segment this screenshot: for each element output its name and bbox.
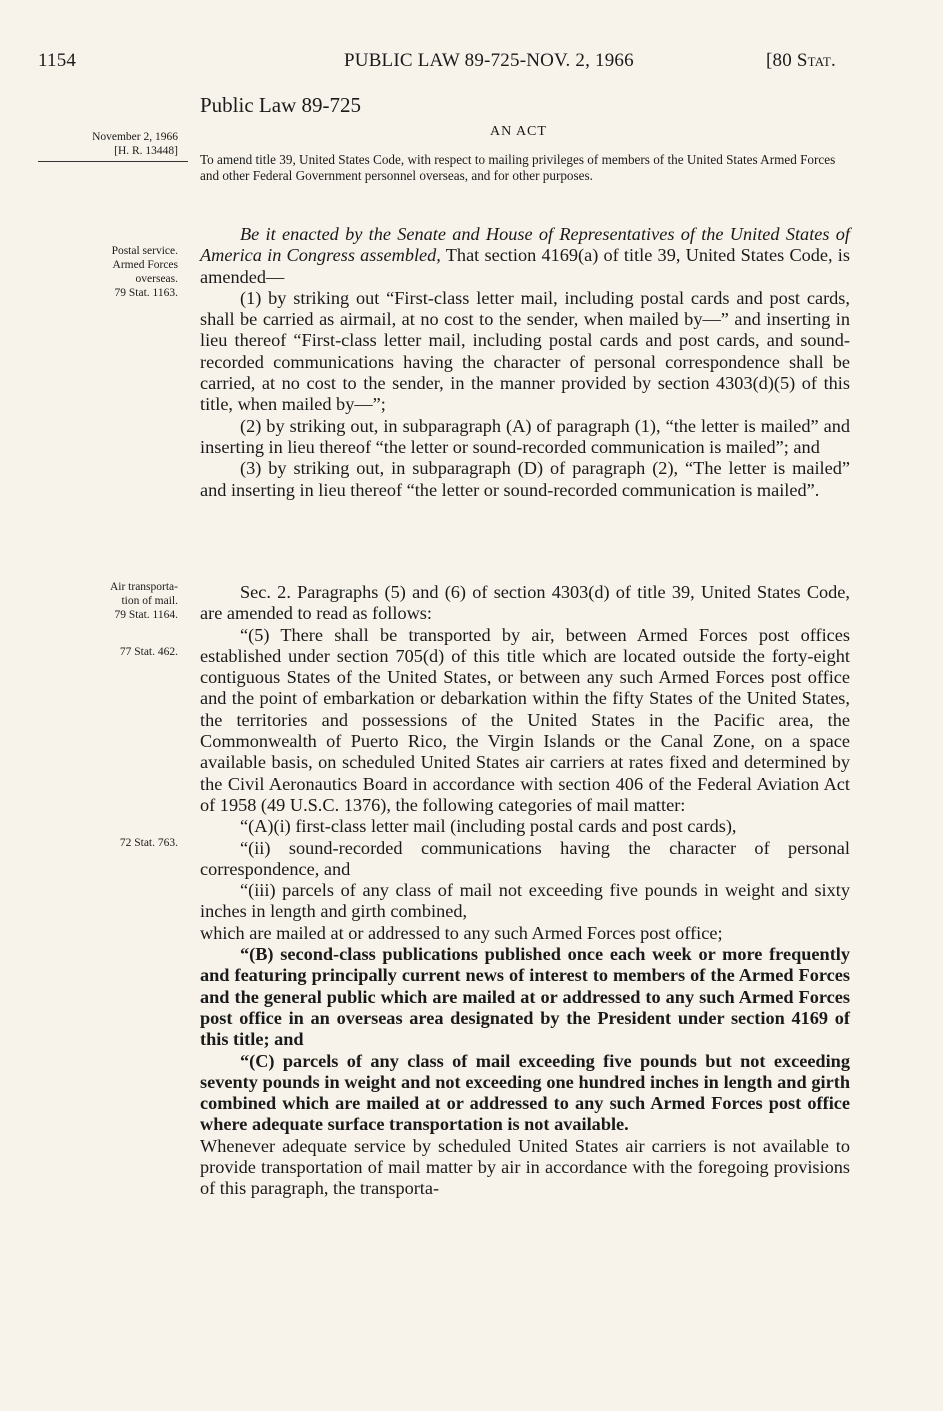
margin-note-postal-service: Postal service. Armed Forces overseas. 79 Stat. 1163. (111, 245, 178, 299)
margin-rule (38, 161, 188, 162)
subparagraph-c: “(C) parcels of any class of mail exceeding five pounds but not exceeding seventy pounds in weight and not exceeding one hundred inches in length and girth combined which are mailed at or addressed to any such Armed Forces post office where adequate surface transportation is not available. (200, 1050, 850, 1135)
running-header-title: PUBLIC LAW 89-725-NOV. 2, 1966 (344, 50, 634, 71)
law-title: Public Law 89-725 (200, 93, 361, 117)
paragraph-1: (1) by striking out “First-class letter mail, including postal cards and post cards, shall be carried as airmail, at no cost to the sender, when mailed by—” and inserting in lieu thereof “First-class letter mail, including postal cards and post cards, and sound-recorded communications having the character of personal correspondence shall be carried, at no cost to the sender, in the manner provided by section 4303(d)(5) of this title, when mailed by—”; (200, 287, 850, 415)
whenever-clause: Whenever adequate service by scheduled United States air carriers is not available to provide transportation of mail matter by air in accordance with the foregoing provisions of this paragraph, the transporta- (200, 1135, 850, 1199)
paragraph-2: (2) by striking out, in subparagraph (A) of paragraph (1), “the letter is mailed” and inserting in lieu thereof “the letter or sound-recorded communication is mailed”; and (200, 415, 850, 457)
margin-note-72-stat: 72 Stat. 763. (119, 837, 178, 849)
paragraph-3: (3) by striking out, in subparagraph (D) of paragraph (2), “The letter is mailed” and inserting in lieu thereof “the letter or sound-recorded communication is mailed”. (200, 458, 850, 500)
subparagraph-a-i: “(A)(i) first-class letter mail (including postal cards and post cards), (240, 816, 737, 837)
page-number: 1154 (38, 50, 77, 71)
enacting-clause: Be it enacted by the Senate and House of Representatives of the United States of America in Congress assembled, That section 4169(a) of title 39, United States Code, is amended— (200, 224, 850, 287)
section-2-intro: Sec. 2. Paragraphs (5) and (6) of section 4303(d) of title 39, United States Code, are amended to read as follows: (200, 582, 850, 624)
section-1-text (200, 224, 850, 501)
margin-note-77-stat: 77 Stat. 462. (119, 646, 178, 658)
paragraph-5: “(5) There shall be transported by air, between Armed Forces post offices established under section 705(d) of this title which are located outside the forty-eight contiguous States of the United States, or between any such Armed Forces post office and the point of embarkation or debarkation within the fifty States of the United States, the territories and possessions of the United States in the Pacific area, the Commonwealth of Puerto Rico, the Virgin Islands or the Canal Zone, on a space available basis, on scheduled United States air carriers at rates fixed and determined by the Civil Aeronautics Board in accordance with section 406 of the Federal Aviation Act of 1958 (49 U.S.C. 1376), the following categories of mail matter: (200, 624, 850, 815)
subparagraph-a-iii: “(iii) parcels of any class of mail not exceeding five pounds in weight and sixty inches in length and girth combined, (200, 880, 850, 922)
section-2-text (200, 582, 850, 1200)
which-clause: which are mailed at or addressed to any such Armed Forces post office; (200, 922, 723, 943)
subparagraph-b: “(B) second-class publications published once each week or more frequently and featuring principally current news of interest to members of the Armed Forces and the general public which are mailed at or addressed to any such Armed Forces post office in an overseas area designated by the President under section 4169 of this title; and (200, 944, 850, 1050)
statute-volume-label: [80 Stat. (766, 50, 836, 71)
margin-note-date: November 2, 1966 [H. R. 13448] (92, 131, 178, 157)
act-label: AN ACT (490, 124, 547, 139)
act-purpose: To amend title 39, United States Code, with respect to mailing privileges of members of the United States Armed Forces and other Federal Government personnel overseas, and for other purposes. (200, 152, 836, 183)
margin-note-air-transportation: Air transporta- tion of mail. 79 Stat. 1164. (109, 581, 178, 621)
subparagraph-a-ii: “(ii) sound-recorded communications having the character of personal correspondence, and (200, 837, 850, 879)
